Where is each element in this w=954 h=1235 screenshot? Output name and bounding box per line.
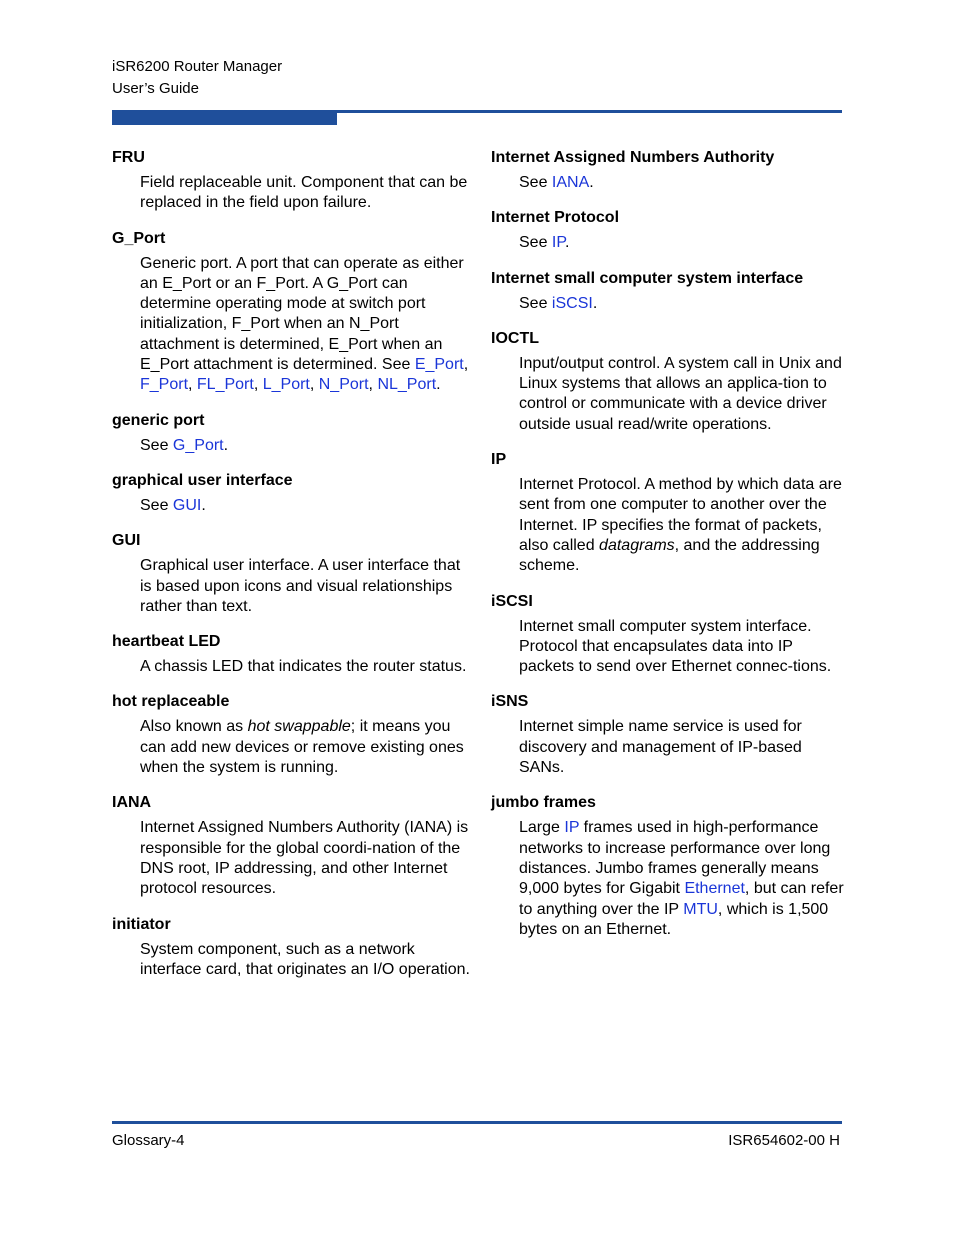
glossary-term: Internet Assigned Numbers Authority (491, 149, 775, 166)
definition-text: , (253, 376, 263, 394)
glossary-entry (491, 148, 851, 193)
definition-text: , (463, 356, 469, 374)
glossary-entry (112, 915, 472, 981)
footer-document-id: ISR654602-00 H (728, 1132, 840, 1149)
definition-text: Internet Protocol. A method by which data are sent from one computer to another over the Internet. IP specifies the format of packets, also called (519, 476, 842, 554)
glossary-term: initiator (112, 915, 171, 933)
header-product-name: iSR6200 Router Manager (112, 58, 283, 75)
footer-page-number: Glossary-4 (112, 1132, 185, 1149)
glossary-entry (112, 411, 472, 456)
definition-text: , (188, 376, 197, 394)
definition-text: Internet Assigned Numbers Authority (IANA) is responsible for the global coordi-nation of the DNS root, IP addressing, and other Internet protocol resources. (140, 819, 469, 898)
glossary-definition (140, 254, 472, 396)
header-guide-title: User’s Guide (112, 80, 199, 97)
glossary-definition (519, 475, 851, 576)
glossary-term: Internet Protocol (491, 209, 620, 227)
definition-text: See (519, 294, 552, 312)
glossary-entry (491, 592, 851, 678)
definition-text: hot swappable (247, 718, 351, 736)
glossary-definition (140, 496, 472, 516)
glossary-definition (519, 233, 851, 253)
glossary-definition (140, 940, 472, 981)
glossary-entry (112, 793, 472, 899)
cross-reference-link[interactable]: IP (551, 234, 565, 252)
glossary-entry (112, 692, 472, 778)
glossary-definition (519, 717, 851, 778)
glossary-definition (140, 436, 472, 456)
glossary-term: FRU (112, 149, 145, 166)
glossary-term: G_Port (112, 229, 166, 247)
glossary-definition (140, 657, 472, 677)
glossary-definition (519, 294, 851, 314)
cross-reference-link[interactable]: L_Port (262, 376, 310, 394)
glossary-definition (519, 173, 851, 193)
definition-text: frames used in high-performance networks to increase performance over long distances. Jumbo frames generally means 9,000 bytes for Gigabit (519, 819, 831, 898)
definition-text: See (140, 496, 173, 514)
definition-text: See (519, 234, 552, 252)
glossary-term: heartbeat LED (112, 633, 221, 651)
definition-text: . (592, 294, 598, 312)
definition-text: Internet simple name service is used for discovery and management of IP-based SANs. (519, 718, 802, 777)
glossary-column-left (112, 148, 472, 995)
definition-text: Also known as (140, 718, 248, 736)
glossary-term: iSNS (491, 693, 529, 711)
glossary-entry (112, 148, 472, 214)
glossary-definition (140, 717, 472, 778)
glossary-definition (519, 617, 851, 678)
cross-reference-link[interactable]: Ethernet (684, 880, 745, 898)
definition-text: Field replaceable unit. Component that can be replaced in the field upon failure. (140, 174, 468, 212)
glossary-definition (140, 556, 472, 617)
cross-reference-link[interactable]: NL_Port (377, 376, 437, 394)
definition-text: , (368, 376, 378, 394)
glossary-entry (491, 269, 851, 314)
definition-text: Large (519, 819, 565, 837)
cross-reference-link[interactable]: MTU (683, 900, 718, 918)
cross-reference-link[interactable]: IANA (551, 174, 590, 191)
definition-text: ; it means you can add new devices or remove existing ones when the system is running. (140, 718, 464, 777)
glossary-entry (112, 632, 472, 677)
header-rule-accent (112, 110, 337, 125)
cross-reference-link[interactable]: IP (564, 819, 580, 837)
definition-text: See (140, 436, 173, 454)
definition-text: A chassis LED that indicates the router status. (140, 658, 467, 676)
glossary-entry (491, 450, 851, 576)
glossary-entry (491, 793, 851, 940)
definition-text: , which is 1,500 bytes on an Ethernet. (519, 900, 829, 938)
definition-text: . (589, 174, 594, 191)
cross-reference-link[interactable]: F_Port (140, 376, 189, 394)
glossary-term: IP (491, 451, 507, 469)
definition-text: Graphical user interface. A user interface that is based upon icons and visual relationships rather than text. (140, 557, 461, 615)
glossary-term: IANA (112, 794, 152, 812)
cross-reference-link[interactable]: G_Port (172, 436, 224, 454)
glossary-definition (519, 818, 851, 940)
glossary-term: hot replaceable (112, 693, 230, 711)
glossary-term: Internet small computer system interface (491, 269, 804, 287)
cross-reference-link[interactable]: GUI (172, 496, 202, 514)
definition-text: . (436, 376, 441, 394)
glossary-entry (112, 229, 472, 396)
definition-text: System component, such as a network interface card, that originates an I/O operation. (140, 940, 470, 978)
glossary-entry (491, 329, 851, 435)
definition-text: . (201, 496, 206, 514)
glossary-term: graphical user interface (112, 471, 293, 489)
footer-rule (112, 1121, 842, 1124)
glossary-entry (491, 692, 851, 778)
definition-text: Generic port. A port that can operate as either an E_Port or an F_Port. A G_Port can determine operating mode at switch port initialization, F_Port when an N_Port attachment is determined, E_Port when an E_Port attachment is determined. See (140, 254, 464, 374)
cross-reference-link[interactable]: FL_Port (196, 376, 254, 394)
definition-text: See (519, 174, 552, 191)
cross-reference-link[interactable]: iSCSI (551, 294, 593, 312)
glossary-term: generic port (112, 411, 205, 429)
definition-text: , and the addressing scheme. (519, 536, 820, 575)
glossary-definition (140, 818, 472, 899)
glossary-entry (491, 208, 851, 253)
glossary-column-right (491, 148, 851, 955)
glossary-definition (519, 354, 851, 435)
definition-text: , (309, 376, 319, 394)
glossary-term: iSCSI (491, 592, 533, 610)
cross-reference-link[interactable]: E_Port (414, 356, 464, 374)
glossary-term: GUI (112, 532, 141, 550)
definition-text: Internet small computer system interface. Protocol that encapsulates data into IP packets to send over Ethernet connec-tions. (519, 617, 832, 676)
definition-text: datagrams (599, 536, 675, 554)
glossary-term: IOCTL (491, 329, 539, 347)
definition-text: . (564, 234, 570, 252)
glossary-entry (112, 471, 472, 516)
definition-text: . (223, 436, 229, 454)
definition-text: Input/output control. A system call in Unix and Linux systems that allows an applica-tion to control or communicate with a device driver outside usual read/write operations. (519, 354, 842, 433)
cross-reference-link[interactable]: N_Port (318, 376, 369, 394)
glossary-entry (112, 531, 472, 617)
glossary-definition (140, 173, 472, 214)
glossary-term: jumbo frames (491, 794, 596, 812)
definition-text: , but can refer to anything over the IP (519, 880, 844, 918)
